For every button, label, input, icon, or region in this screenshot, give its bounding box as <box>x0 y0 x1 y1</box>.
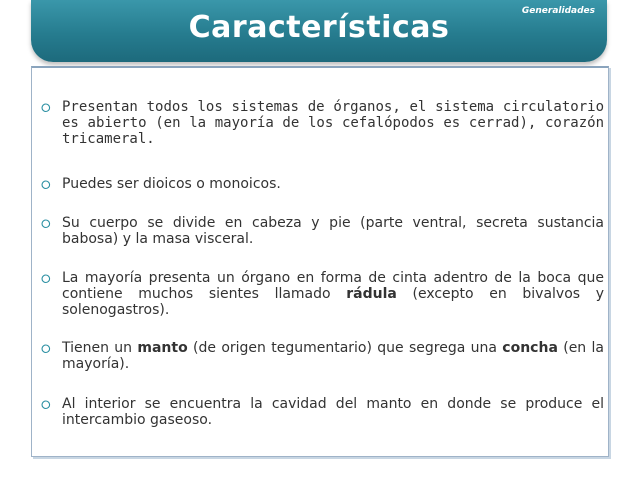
text-segment: Presentan todos los sistemas de órganos, el sistema circulatorio es abierto (en la mayoría de los cefalópodos es cerrad), corazón tricameral. <box>62 99 604 147</box>
bullet-text <box>62 270 604 318</box>
text-segment: Al interior se encuentra la cavidad del manto en donde se produce el intercambio gaseoso. <box>62 396 604 428</box>
bullet-text <box>62 176 604 192</box>
slide-title: Características <box>188 10 450 45</box>
target-bullet-icon: ⭘ <box>41 178 51 192</box>
target-bullet-icon: ⭘ <box>41 101 51 115</box>
bullet-text <box>62 396 604 428</box>
bullet-text <box>62 215 604 247</box>
section-tag: Generalidades <box>521 6 595 16</box>
text-segment: La mayoría presenta un órgano en forma de cinta adentro de la boca que contiene muchos sientes llamado <box>62 270 604 302</box>
title-banner <box>31 0 607 62</box>
text-segment: Puedes ser dioicos o monoicos. <box>62 176 281 192</box>
text-segment: Su cuerpo se divide en cabeza y pie (parte ventral, secreta sustancia babosa) y la masa visceral. <box>62 215 604 247</box>
target-bullet-icon: ⭘ <box>41 398 51 412</box>
target-bullet-icon: ⭘ <box>41 272 51 286</box>
bullet-text <box>62 340 604 372</box>
text-segment: (en la mayoría). <box>62 340 604 372</box>
target-bullet-icon: ⭘ <box>41 342 51 356</box>
text-segment: (de origen tegumentario) que segrega una <box>187 340 503 356</box>
bullet-text <box>62 99 604 147</box>
bold-term: rádula <box>346 286 397 302</box>
target-bullet-icon: ⭘ <box>41 217 51 231</box>
bold-term: concha <box>502 340 558 356</box>
content-panel <box>31 66 609 457</box>
text-segment: Tienen un <box>62 340 138 356</box>
bold-term: manto <box>137 340 188 356</box>
text-segment: (excepto en bivalvos y solenogastros). <box>62 286 604 318</box>
